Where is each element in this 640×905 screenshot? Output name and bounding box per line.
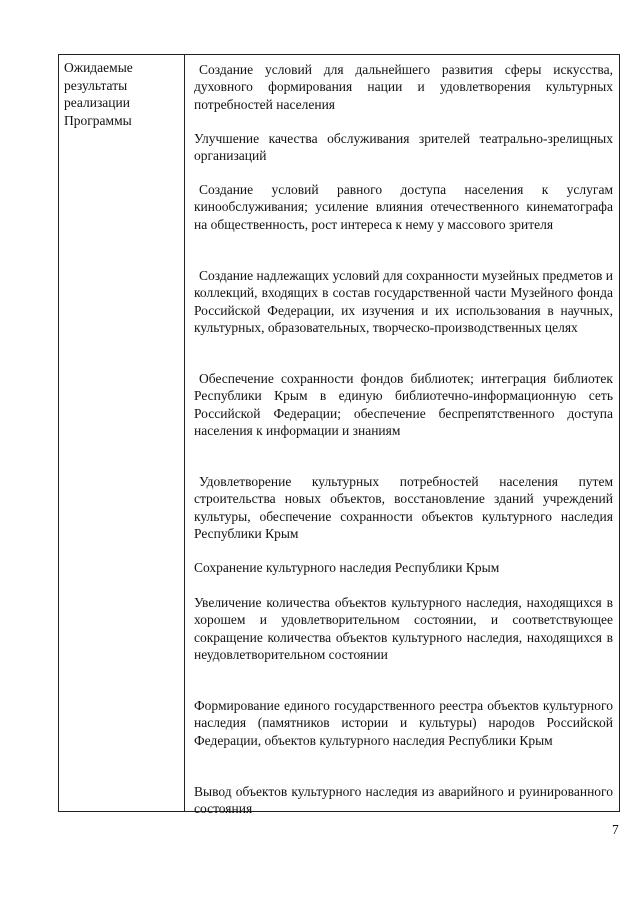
result-item: Обеспечение сохранности фондов библиотек; интеграция библиотек Республики Крым в единую библиотечно-информационную сеть Российской Федерации; обеспечение беспрепятственного доступа населения к информации и знаниям <box>194 371 613 438</box>
result-item: Создание условий для дальнейшего развития сферы искусства, духовного формирования нации и удовлетворения культурных потребностей населения <box>194 62 613 112</box>
result-item: Создание условий равного доступа населения к услугам кинообслуживания; усиление влияния отечественного кинематографа на общественность, рост интереса к нему у массового зрителя <box>194 182 613 232</box>
result-item: Улучшение качества обслуживания зрителей театрально-зрелищных организаций <box>194 131 613 164</box>
result-item: Вывод объектов культурного наследия из аварийного и руинированного состояния <box>194 784 613 817</box>
label-cell <box>59 55 185 811</box>
result-item: Увеличение количества объектов культурного наследия, находящихся в хорошем и удовлетворительном состоянии, и соответствующее сокращение количества объектов культурного наследия, находящихся в неудовлетворительном состоянии <box>194 595 613 662</box>
expected-results-label: Ожидаемые результаты реализации Программы <box>64 60 133 128</box>
result-item: Сохранение культурного наследия Республики Крым <box>194 560 500 575</box>
results-cell <box>185 55 619 817</box>
result-item: Удовлетворение культурных потребностей населения путем строительства новых объектов, восстановление зданий учреждений культуры, обеспечение сохранности объектов культурного наследия Республики Крым <box>194 474 613 541</box>
result-item: Формирование единого государственного реестра объектов культурного наследия (памятников истории и культуры) народов Российской Федерации, объектов культурного наследия Республики Крым <box>194 698 613 748</box>
result-item: Создание надлежащих условий для сохранности музейных предметов и коллекций, входящих в состав государственной части Музейного фонда Российской Федерации, их изучения и их использования в научных, культурных, образовательных, творческо-производственных целях <box>194 268 613 335</box>
page-number: 7 <box>612 822 619 837</box>
results-table <box>58 54 620 817</box>
